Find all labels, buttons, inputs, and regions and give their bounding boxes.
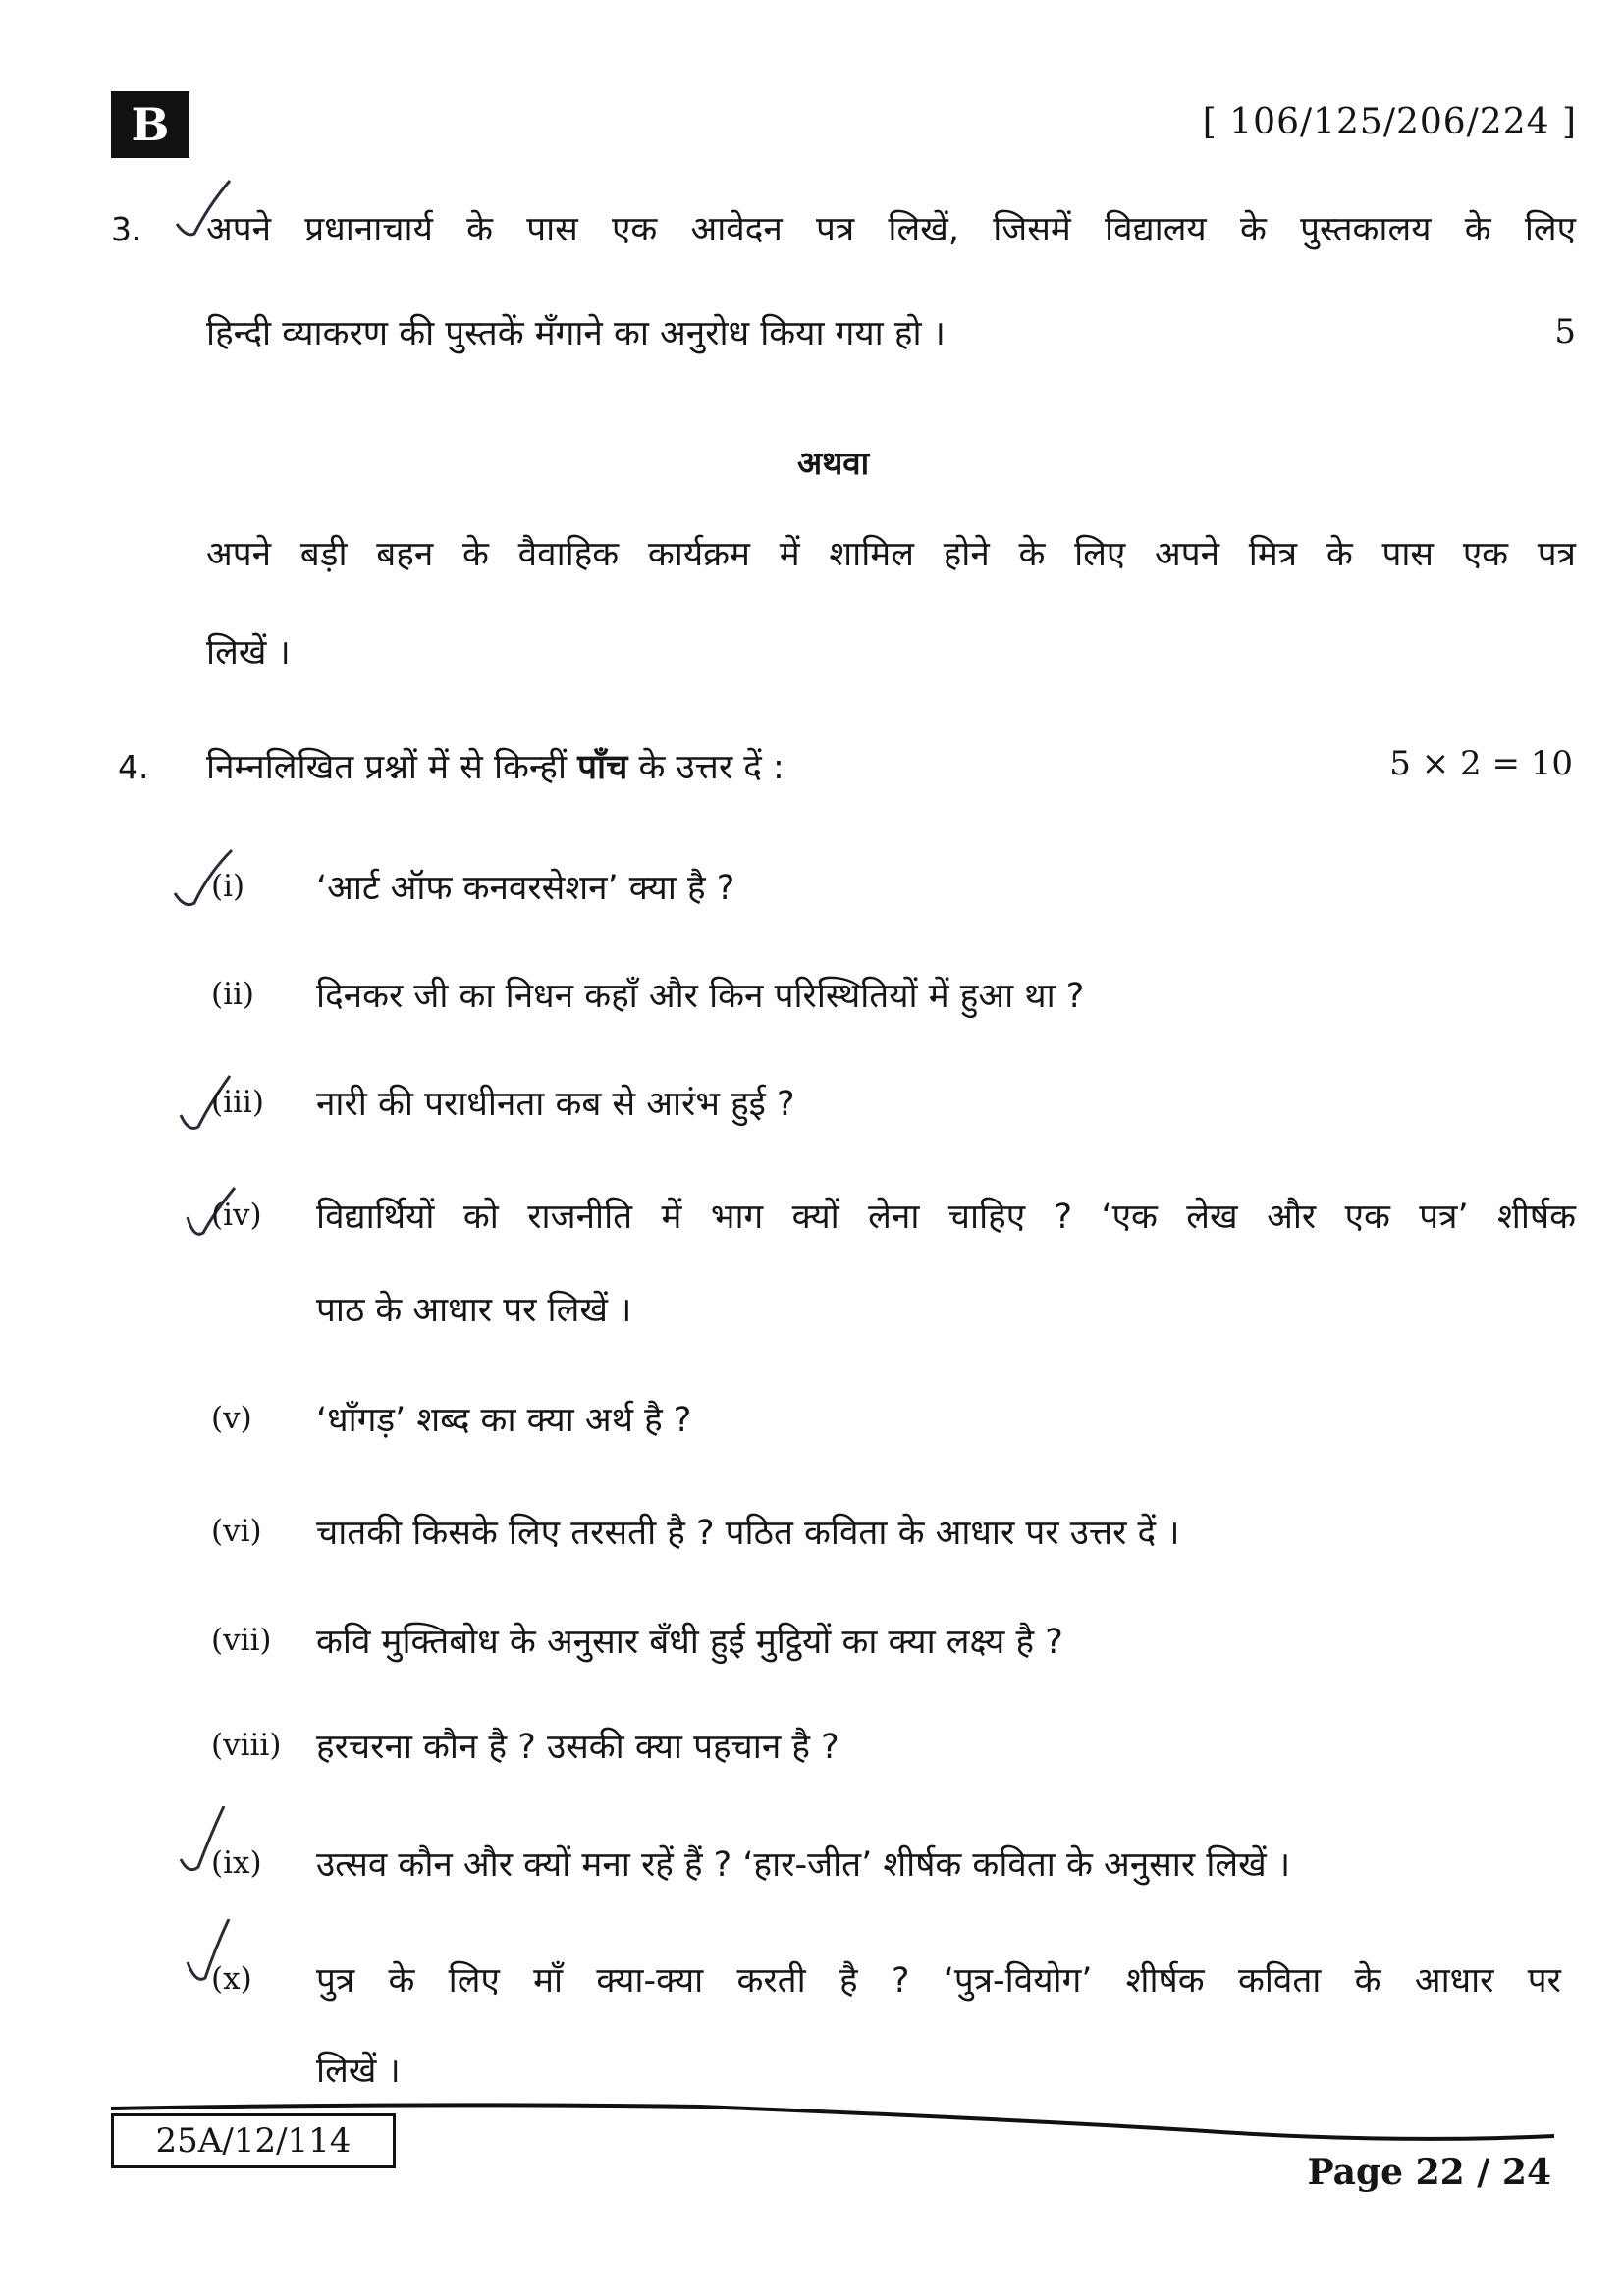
- sub-question-label: (iii): [211, 1085, 264, 1120]
- instruction-emphasis: पाँच: [577, 748, 628, 787]
- sub-question-label: (ix): [211, 1845, 262, 1881]
- sub-question-text: चातकी किसके लिए तरसती है ? पठित कविता के आधार पर उत्तर दें ।: [316, 1514, 1180, 1553]
- instruction-text: निम्नलिखित प्रश्नों में से किन्हीं: [206, 748, 578, 787]
- marks-label: 5 × 2 = 10: [1389, 744, 1573, 783]
- sub-question-text: उत्सव कौन और क्यों मना रहें हैं ? ‘हार-जीत’ शीर्षक कविता के अनुसार लिखें ।: [316, 1845, 1291, 1885]
- sub-question-label: (v): [211, 1401, 252, 1436]
- question-text-line: अपने प्रधानाचार्य के पास एक आवेदन पत्र लिखें, जिसमें विद्यालय के पुस्तकालय के लिए: [206, 210, 1576, 249]
- booklet-code-box: 25A/12/114: [111, 2113, 396, 2168]
- sub-question-label: (i): [211, 869, 245, 904]
- sub-question-text: हरचरना कौन है ? उसकी क्या पहचान है ?: [316, 1728, 839, 1767]
- sub-question-text: ‘धाँगड़’ शब्द का क्या अर्थ है ?: [316, 1401, 692, 1440]
- sub-question-text: लिखें ।: [316, 2052, 401, 2091]
- sub-question-text: दिनकर जी का निधन कहाँ और किन परिस्थितियों में हुआ था ?: [316, 977, 1085, 1016]
- marks-label: 5: [1554, 312, 1576, 351]
- sub-question-label: (vii): [211, 1623, 272, 1658]
- sub-question-text: कवि मुक्तिबोध के अनुसार बँधी हुई मुट्ठियों का क्या लक्ष्य है ?: [316, 1623, 1063, 1662]
- or-divider-label: अथवा: [797, 444, 870, 482]
- sub-question-label: (viii): [211, 1728, 282, 1763]
- sub-question-label: (ii): [211, 977, 255, 1012]
- sub-question-label: (vi): [211, 1514, 262, 1549]
- question-number: 4.: [118, 748, 149, 786]
- question-text-line: हिन्दी व्याकरण की पुस्तकें मँगाने का अनुरोध किया गया हो ।: [206, 314, 946, 353]
- sub-question-text: ‘आर्ट ऑफ कनवरसेशन’ क्या है ?: [316, 869, 735, 908]
- alternative-question-line: लिखें ।: [206, 633, 291, 672]
- question-instruction: [206, 746, 785, 789]
- sub-question-label: (iv): [211, 1198, 262, 1233]
- sub-question-text: पुत्र के लिए माँ क्या-क्या करती है ? ‘पुत्र-वियोग’ शीर्षक कविता के आधार पर: [316, 1961, 1561, 2001]
- paper-codes: [ 106/125/206/224 ]: [1202, 102, 1577, 142]
- set-label-badge: B: [111, 91, 189, 158]
- page-number: Page 22 / 24: [1307, 2152, 1551, 2193]
- sub-question-label: (x): [211, 1961, 252, 1997]
- sub-question-text: नारी की पराधीनता कब से आरंभ हुई ?: [316, 1085, 795, 1124]
- question-number: 3.: [111, 210, 142, 248]
- alternative-question-line: अपने बड़ी बहन के वैवाहिक कार्यक्रम में शामिल होने के लिए अपने मित्र के पास एक पत्र: [206, 535, 1576, 574]
- sub-question-text: विद्यार्थियों को राजनीति में भाग क्यों लेना चाहिए ? ‘एक लेख और एक पत्र’ शीर्षक: [316, 1198, 1576, 1237]
- sub-question-text: पाठ के आधार पर लिखें ।: [316, 1291, 632, 1330]
- instruction-text: के उत्तर दें :: [627, 748, 785, 787]
